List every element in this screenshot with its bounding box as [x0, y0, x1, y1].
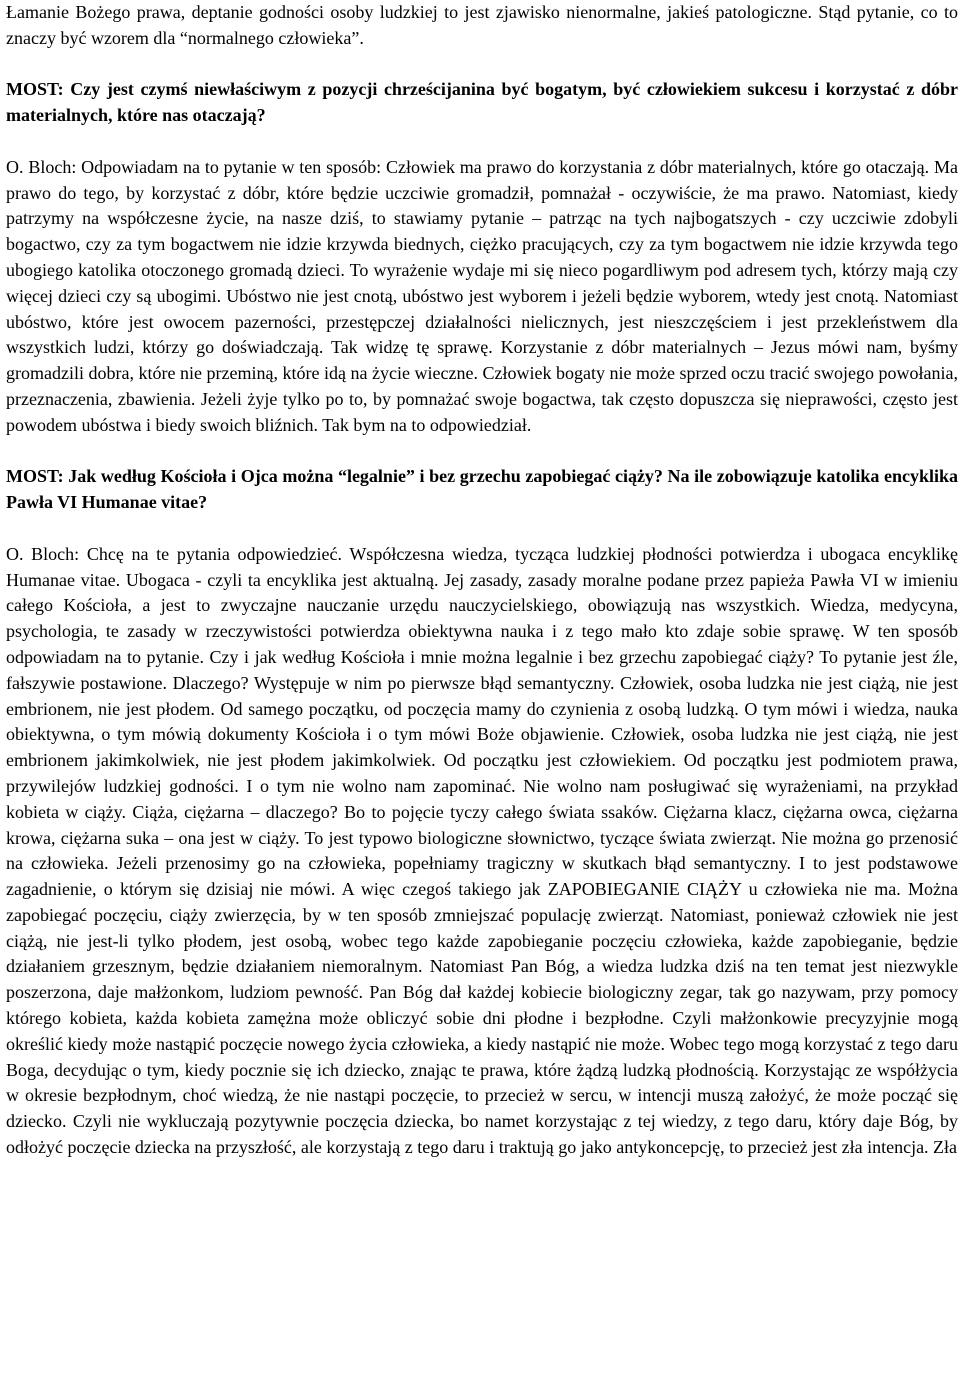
answer-paragraph-humanae-vitae: O. Bloch: Chcę na te pytania odpowiedzieć. Współczesna wiedza, tycząca ludzkiej płodności potwierdza i ubogaca encyklikę Humanae vitae. Ubogaca - czyli ta encyklika jest aktualną. Jej zasady, zasady moralne podane przez papieża Pawła VI w imieniu całego Kościoła, a jest to zwyczajne nauczanie urzędu nauczycielskiego, obowiązują nas wszystkich. Wiedza, medycyna, psychologia, te zasady w rzeczywistości potwierdza obiektywna nauka i z tego mało kto zdaje sobie sprawę. W ten sposób odpowiadam na to pytanie. Czy i jak według Kościoła i mnie można legalnie i bez grzechu zapobiegać ciąży? To pytanie jest źle, fałszywie postawione. Dlaczego? Występuje w nim po pierwsze błąd semantyczny. Człowiek, osoba ludzka nie jest ciążą, nie jest embrionem, nie jest płodem. Od samego początku, od poczęcia mamy do czynienia z osobą ludzką. O tym mówi i wiedza, nauka obiektywna, o tym mówią dokumenty Kościoła i o tym mówi Boże objawienie. Człowiek, osoba ludzka nie jest ciążą, nie jest embrionem jakimkolwiek, nie jest płodem jakimkolwiek. Od początku jest człowiekiem. Od początku jest podmiotem prawa, przywilejów ludzkiej godności. I o tym nie wolno nam zapominać. Nie wolno nam posługiwać się wyrażeniami, na przykład kobieta w ciąży. Ciąża, ciężarna – dlaczego? Bo to pojęcie tyczy całego świata ssaków. Ciężarna klacz, ciężarna owca, ciężarna krowa, ciężarna suka – ona jest w ciąży. To jest typowo biologiczne słownictwo, tyczące świata zwierząt. Nie można go przenosić na człowieka. Jeżeli przenosimy go na człowieka, popełniamy tragiczny w skutkach błąd semantyczny. I to jest podstawowe zagadnienie, o którym się dzisiaj nie mówi. A więc czegoś takiego jak ZAPOBIEGANIE CIĄŻY u człowieka nie ma. Można zapobiegać poczęciu, ciąży zwierzęcia, by w ten sposób zmniejszać populację zwierząt. Natomiast, ponieważ człowiek nie jest ciążą, nie jest-li tylko płodem, jest osobą, wobec tego każde zapobieganie poczęciu człowieka, każde zapobieganie, będzie działaniem grzesznym, będzie działaniem niemoralnym. Natomiast Pan Bóg, a wiedza ludzka dziś na ten temat jest niezwykle poszerzona, daje małżonkom, ludziom pewność. Pan Bóg dał każdej kobiecie biologiczny zegar, tak go nazywam, przy pomocy którego kobieta, każda kobieta zamężna może obliczyć sobie dni płodne i bezpłodne. Czyli małżonkowie precyzyjnie mogą określić kiedy może nastąpić poczęcie nowego życia człowieka, a kiedy nastąpić nie może. Wobec tego mogą korzystać z tego daru Boga, decydując o tym, kiedy pocznie się ich dziecko, znając te prawa, które żądzą ludzką płodnością. Korzystając ze współżycia w okresie bezpłodnym, choć wiedzą, że nie nastąpi poczęcie, to przecież w sercu, w intencji muszą założyć, że może począć się dziecko. Czyli nie wykluczają pozytywnie poczęcia dziecka, bo namet korzystając z tej wiedzy, z tego daru, który daje Bóg, by odłożyć poczęcie dziecka na przyszłość, ale korzystają z tego daru i traktują go jako antykoncepcję, to przecież jest zła intencja. Zła [6, 543, 958, 1158]
paragraph-gap [6, 129, 958, 155]
paragraph-answer-tail: Łamanie Bożego prawa, deptanie godności osoby ludzkiej to jest zjawisko nienormalne, jakieś patologiczne. Stąd pytanie, co to znaczy być wzorem dla “normalnego człowieka”. [6, 2, 958, 48]
paragraph-gap [6, 439, 958, 465]
question-paragraph-humanae-vitae: MOST: Jak według Kościoła i Ojca można “legalnie” i bez grzechu zapobiegać ciąży? Na ile zobowiązuje katolika encyklika Pawła VI Humanae vitae? [6, 466, 958, 513]
paragraph-gap [6, 52, 958, 78]
answer-paragraph-wealth: O. Bloch: Odpowiadam na to pytanie w ten sposób: Człowiek ma prawo do korzystania z dóbr materialnych, które go otaczają. Ma prawo do tego, by korzystać z dóbr, które będzie uczciwie gromadził, pomnażał - oczywiście, że ma prawo. Natomiast, kiedy patrzymy na współczesne życie, na nasze dziś, to stawiamy pytanie – patrząc na tych najbogatszych - czy uczciwie zdobyli bogactwo, czy za tym bogactwem nie idzie krzywda biednych, ciężko pracujących, czy za tym bogactwem nie idzie krzywda tego ubogiego katolika otoczonego gromadą dzieci. To wyrażenie wydaje mi się nieco pogardliwym pod adresem tych, którzy mają czy więcej dzieci czy są ubogimi. Ubóstwo nie jest cnotą, ubóstwo jest wyborem i jeżeli będzie wyborem, wtedy jest cnotą. Natomiast ubóstwo, które jest owocem pazerności, przestępczej działalności nielicznych, jest nieszczęściem i jest przekleństwem dla wszystkich ludzi, którzy go doświadczają. Tak widzę tę sprawę. Korzystanie z dóbr materialnych – Jezus mówi nam, byśmy gromadzili dobra, które nie przeminą, które idą na życie wieczne. Człowiek bogaty nie może sprzed oczu tracić swojego powołania, przeznaczenia, zbawienia. Jeżeli żyje tylko po to, by pomnażać swoje bogactwa, tak często dopuszcza się nieprawości, często jest powodem ubóstwa i biedy swoich bliźnich. Tak bym na to odpowiedział. [6, 156, 958, 435]
document-page [6, 0, 958, 1161]
question-paragraph-wealth: MOST: Czy jest czymś niewłaściwym z pozycji chrześcijanina być bogatym, być człowiekiem sukcesu i korzystać z dóbr materialnych, które nas otaczają? [6, 79, 958, 126]
paragraph-gap [6, 516, 958, 542]
